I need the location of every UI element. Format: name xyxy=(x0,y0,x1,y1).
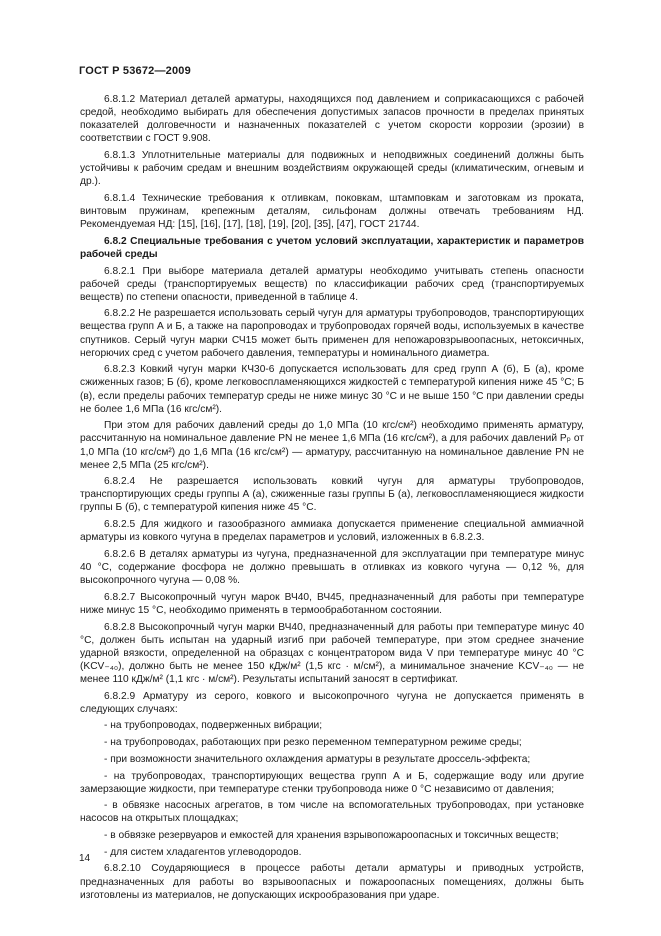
paragraph-6-8-2-2: 6.8.2.2 Не разрешается использовать серый чугун для арматуры трубопроводов, транспортирующих вещества групп А и Б, а также на паропроводах и трубопроводах горячей воды, используемых в качестве спутников. Серый чугун марки СЧ15 может быть применен для непожаровзрывоопасных, нетоксичных, негорючих сред с учетом рабочего давления, температуры и номинального диаметра. xyxy=(80,308,584,359)
list-item: - для систем хладагентов углеводородов. xyxy=(104,846,302,858)
paragraph-6-8-2-5: 6.8.2.5 Для жидкого и газообразного аммиака допускается применение специальной аммиачной арматуры из ковкого чугуна в пределах параметров и условий, изложенных в 6.8.2.3. xyxy=(80,519,584,544)
list-item: - на трубопроводах, транспортирующих вещества групп А и Б, содержащие воду или другие замерзающие жидкости, при температуре стенки трубопровода ниже 0 °С независимо от давления; xyxy=(80,770,584,795)
paragraph-pressure-note: При этом для рабочих давлений среды до 1,0 МПа (10 кгс/см²) необходимо применять арматуру, рассчитанную на номинальное давление PN не менее 1,6 МПа (16 кгс/см²), а для рабочих давлений Pₚ от 1,0 МПа (10 кгс/см²) до 1,6 МПа (16 кгс/см²) — арматуру, рассчитанную на номинальное давление PN не менее 2,5 МПа (25 кгс/см²). xyxy=(80,420,584,471)
paragraph-6-8-2-7: 6.8.2.7 Высокопрочный чугун марок ВЧ40, ВЧ45, предназначенный для работы при температуре ниже минус 15 °С, необходимо применять в термообработанном состоянии. xyxy=(80,591,584,616)
list-item: - на трубопроводах, работающих при резко переменном температурном режиме среды; xyxy=(104,737,522,749)
section-heading-6-8-2: 6.8.2 Специальные требования с учетом условий эксплуатации, характеристик и параметров рабочей среды xyxy=(80,235,584,260)
page-header-title: ГОСТ Р 53672—2009 xyxy=(79,65,191,77)
paragraph-6-8-1-4: 6.8.1.4 Технические требования к отливкам, поковкам, штамповкам и заготовкам из проката, винтовым пружинам, крепежным деталям, сильфонам должны отвечать требованиям НД. Рекомендуемая НД: [15], [16], [17], [18], [19], [20], [35], [47], ГОСТ 21744. xyxy=(80,192,584,231)
paragraph-6-8-2-1: 6.8.2.1 При выборе материала деталей арматуры необходимо учитывать степень опасности рабочей среды (транспортируемых веществ) по классификации рабочих сред (транспортируемых веществ) по степени опасности, приведенной в таблице 4. xyxy=(80,265,584,303)
page-number: 14 xyxy=(79,853,91,864)
list-item: - в обвязке насосных агрегатов, в том числе на вспомогательных трубопроводах, при установке насосов на открытых площадках; xyxy=(80,800,584,825)
paragraph-6-8-2-9: 6.8.2.9 Арматуру из серого, ковкого и высокопрочного чугуна не допускается применять в следующих случаях: xyxy=(80,690,584,715)
paragraph-6-8-1-3: 6.8.1.3 Уплотнительные материалы для подвижных и неподвижных соединений должны быть устойчивы к рабочим средам и внешним воздействиям окружающей среды (климатическим, огневым и др.). xyxy=(80,149,584,188)
paragraph-6-8-2-3: 6.8.2.3 Ковкий чугун марки КЧ30-6 допускается использовать для сред групп А (б), Б (а), кроме сжиженных газов; Б (б), кроме легковоспламеняющихся жидкостей с температурой кипения ниже 45 °С; Б (в), если пределы рабочих температур среды не ниже минус 30 °С и не выше 150 °С при давлении среды не более 1,6 МПа (16 кгс/см²). xyxy=(80,364,584,415)
paragraph-6-8-2-4: 6.8.2.4 Не разрешается использовать ковкий чугун для арматуры трубопроводов, транспортирующих среды группы А (а), сжиженные газы группы Б (а), легковоспламеняющиеся жидкости группы Б (б), с температурой кипения ниже 45 °С. xyxy=(80,476,584,514)
paragraph-6-8-2-10: 6.8.2.10 Соударяющиеся в процессе работы детали арматуры и приводных устройств, предназначенных для работы во взрывоопасных и пожароопасных помещениях, должны быть изготовлены из материалов, не допускающих искрообразования при ударе. xyxy=(80,863,584,901)
paragraph-6-8-2-6: 6.8.2.6 В деталях арматуры из чугуна, предназначенной для эксплуатации при температуре минус 40 °С, содержание фосфора не должно превышать в отливках из ковкого чугуна — 0,12 %, для высокопрочного чугуна — 0,08 %. xyxy=(80,548,584,587)
document-body xyxy=(80,93,584,905)
list-item: - при возможности значительного охлаждения арматуры в результате дроссель-эффекта; xyxy=(104,753,531,765)
list-item: - на трубопроводах, подверженных вибрации; xyxy=(104,720,323,732)
list-item: - в обвязке резервуаров и емкостей для хранения взрывопожароопасных и токсичных веществ; xyxy=(104,830,559,842)
paragraph-6-8-2-8: 6.8.2.8 Высокопрочный чугун марки ВЧ40, предназначенный для работы при температуре минус 40 °С, должен быть испытан на ударный изгиб при рабочей температуре, при этом среднее значение ударной вязкости, определенной на образцах с концентратором вида V при температуре минус 40 °С (KCV₋₄₀), должно быть не менее 150 кДж/м² (1,5 кгс · м/см²), а минимальное значение KCV₋₄₀ — не менее 110 кДж/м² (1,1 кгс · м/см²). Результаты испытаний заносят в сертификат. xyxy=(80,621,584,685)
paragraph-6-8-1-2: 6.8.1.2 Материал деталей арматуры, находящихся под давлением и соприкасающихся с рабочей средой, необходимо выбирать для обеспечения допустимых запасов прочности в пределах принятых показателей долговечности и назначенных показателей с учетом скорости коррозии (эрозии) в соответствии с ГОСТ 9.908. xyxy=(80,94,584,145)
